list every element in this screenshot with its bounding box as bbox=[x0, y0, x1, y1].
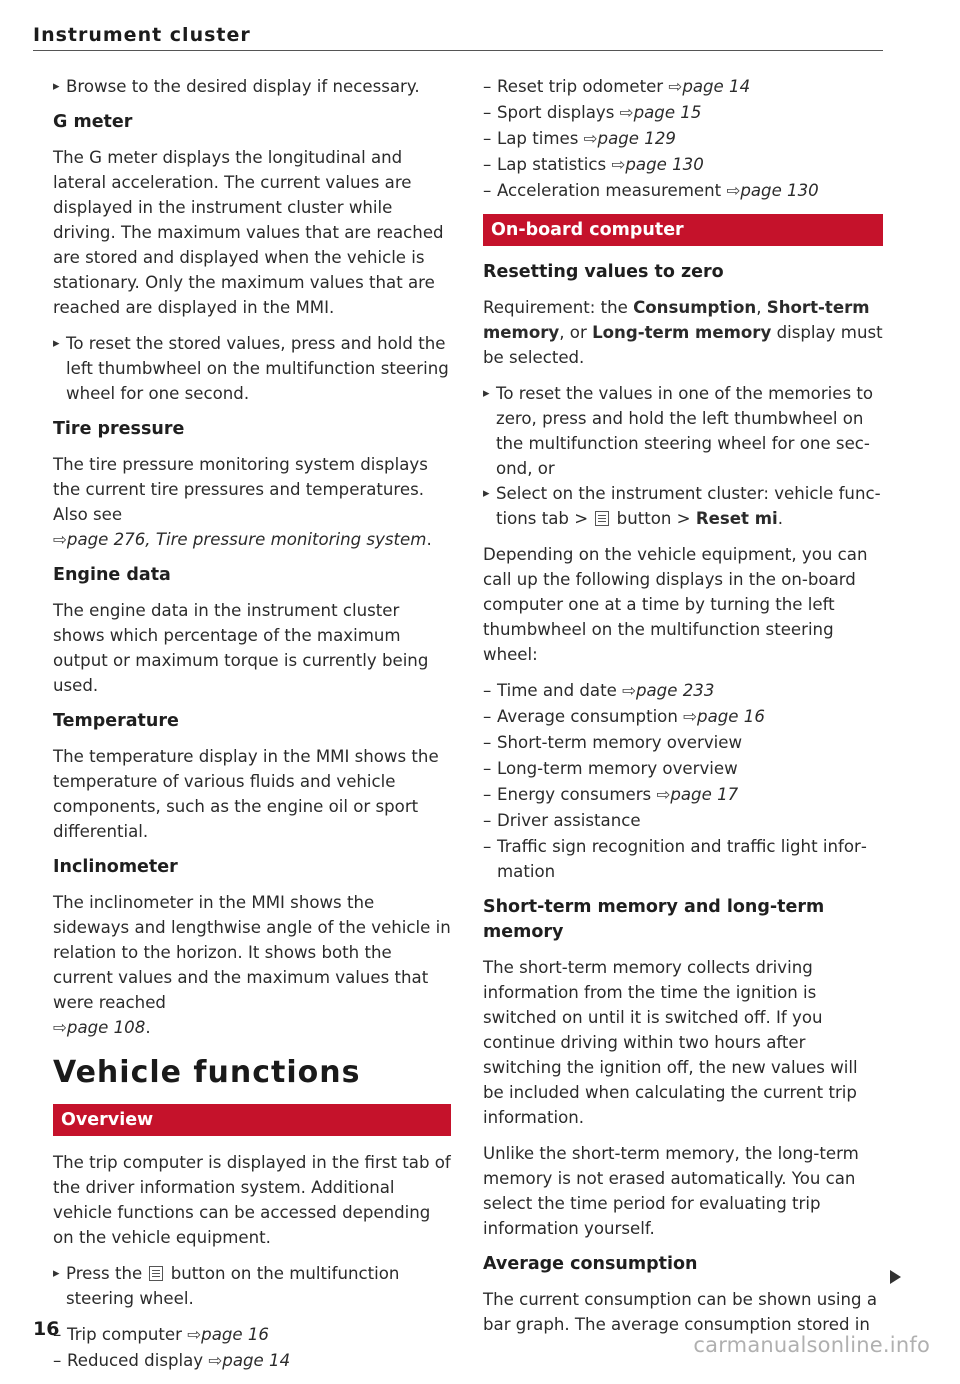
page-link[interactable]: page 16 bbox=[201, 1325, 269, 1344]
browse-step-text: Browse to the desired display if necessary. bbox=[66, 77, 420, 96]
page-link[interactable]: page 16 bbox=[697, 707, 765, 726]
page-link[interactable]: page 129 bbox=[597, 129, 676, 148]
menu-button-icon bbox=[149, 1266, 163, 1281]
list-item-label: Reduced display bbox=[67, 1351, 204, 1370]
browse-step bbox=[53, 74, 451, 99]
list-item bbox=[483, 808, 883, 833]
list-item-label: Average consumption bbox=[497, 707, 678, 726]
page-ref-arrow-icon: ⇨ bbox=[683, 707, 698, 726]
vehicle-functions-list bbox=[53, 1322, 451, 1373]
page-link[interactable]: page 15 bbox=[633, 103, 702, 122]
continue-arrow-icon bbox=[890, 1270, 901, 1284]
list-item bbox=[483, 782, 883, 807]
req-sep2: , or bbox=[559, 323, 587, 342]
page-link[interactable]: page 233 bbox=[635, 681, 715, 700]
page-ref-arrow-icon: ⇨ bbox=[208, 1351, 223, 1370]
inclinometer-heading: Inclinometer bbox=[53, 857, 178, 877]
page-ref-arrow-icon: ⇨ bbox=[668, 77, 683, 96]
list-item bbox=[483, 678, 883, 703]
reset-step-2 bbox=[483, 481, 883, 531]
resetting-heading: Resetting values to zero bbox=[483, 262, 724, 282]
overview-text: The trip computer is displayed in the first tab of the driver information system. Additional vehicle functions can be accessed depending on the vehicle equipment. bbox=[53, 1153, 451, 1247]
page-ref-arrow-icon: ⇨ bbox=[583, 129, 598, 148]
gmeter-heading: G meter bbox=[53, 112, 133, 132]
tire-heading: Tire pressure bbox=[53, 419, 185, 439]
menu-button-icon bbox=[595, 511, 609, 526]
page-ref-arrow-icon: ⇨ bbox=[656, 785, 671, 804]
top-functions-list bbox=[483, 74, 883, 203]
list-item-label: Energy consumers bbox=[497, 785, 652, 804]
page-ref-arrow-icon: ⇨ bbox=[187, 1325, 202, 1344]
inclinometer-page-link[interactable]: page 108 bbox=[66, 1018, 146, 1037]
engine-text: The engine data in the instrument cluster shows which percentage of the maximum output or maximum torque is currently being used. bbox=[53, 601, 429, 695]
reset-mi-label: Reset mi bbox=[695, 509, 778, 528]
left-column bbox=[53, 74, 451, 1384]
list-item-label: Driver assistance bbox=[497, 811, 641, 830]
list-item-label: Trip computer bbox=[67, 1325, 182, 1344]
onboard-computer-bar: On-board computer bbox=[483, 214, 883, 246]
list-item-label: Traffic sign recognition and traffic light information bbox=[497, 837, 867, 881]
page-link[interactable]: page 130 bbox=[740, 181, 819, 200]
section-title: Instrument cluster bbox=[33, 24, 251, 46]
inclinometer-text bbox=[53, 890, 451, 1040]
list-item bbox=[483, 74, 883, 99]
gmeter-text: The G meter displays the longitudinal and lateral acceleration. The current values are displayed in the instrument cluster while driving. The maximum values that are reached are stored and displayed when the vehicle is stationary. Only the maximum values that are reached are displayed in the MMI. bbox=[53, 148, 444, 317]
reset-step-1 bbox=[483, 381, 883, 481]
list-item bbox=[53, 1322, 451, 1347]
page-ref-arrow-icon: ⇨ bbox=[611, 155, 626, 174]
tire-text bbox=[53, 452, 451, 552]
engine-heading: Engine data bbox=[53, 565, 171, 585]
gmeter-step bbox=[53, 331, 451, 406]
req-prefix: Requirement: the bbox=[483, 298, 628, 317]
press-step-after: button on the multifunction steering wheel. bbox=[66, 1264, 400, 1308]
reset-step-2-before: Select on the instrument cluster: vehicle functions tab > bbox=[496, 484, 881, 528]
list-item-label: Sport displays bbox=[497, 103, 615, 122]
tire-page-link[interactable]: page 276, Tire pressure monitoring system bbox=[66, 530, 427, 549]
list-item-label: Reset trip odometer bbox=[497, 77, 664, 96]
press-button-step bbox=[53, 1261, 451, 1311]
req-long-term: Long-term memory bbox=[592, 323, 772, 342]
req-short-term: Short-term memory bbox=[483, 298, 870, 342]
press-step-before: Press the bbox=[66, 1264, 143, 1283]
watermark: carmanualsonline.info bbox=[693, 1333, 930, 1357]
temperature-heading: Temperature bbox=[53, 711, 179, 731]
page-number: 16 bbox=[33, 1318, 60, 1340]
displays-intro: Depending on the vehicle equipment, you can call up the following displays in the on-board computer one at a time by turning the left thumbwheel on the multifunction steering wheel: bbox=[483, 545, 868, 664]
memory-heading: Short-term memory and long-term memory bbox=[483, 897, 825, 942]
reset-step-1-text: To reset the values in one of the memories to zero, press and hold the left thumbwheel on the multifunction steering wheel for one second, or bbox=[496, 384, 874, 478]
list-item bbox=[483, 834, 883, 884]
page-ref-arrow-icon: ⇨ bbox=[53, 530, 67, 549]
reset-step-2-mid: button > bbox=[616, 509, 691, 528]
reset-step-2-end: . bbox=[777, 509, 783, 528]
memory-text-1: The short-term memory collects driving information from the time the ignition is switched on until it is switched off. If you continue driving within two hours after switching the ignition off, the new values will be included when calculating the current trip information. bbox=[483, 958, 858, 1127]
list-item-label: Short-term memory overview bbox=[497, 733, 743, 752]
list-item bbox=[483, 756, 883, 781]
list-item bbox=[483, 178, 883, 203]
req-consumption: Consumption bbox=[633, 298, 757, 317]
page-link[interactable]: page 14 bbox=[222, 1351, 291, 1370]
list-item-label: Long-term memory overview bbox=[497, 759, 738, 778]
list-item-label: Lap times bbox=[497, 129, 579, 148]
list-item-label: Time and date bbox=[497, 681, 617, 700]
page-ref-arrow-icon: ⇨ bbox=[53, 1018, 67, 1037]
vehicle-functions-title: Vehicle functions bbox=[53, 1055, 361, 1090]
overview-section-bar: Overview bbox=[53, 1104, 451, 1136]
inclinometer-ref-end: . bbox=[145, 1018, 151, 1037]
list-item-label: Acceleration measurement bbox=[497, 181, 722, 200]
tire-ref-end: . bbox=[426, 530, 432, 549]
page-ref-arrow-icon: ⇨ bbox=[622, 681, 636, 700]
page-link[interactable]: page 17 bbox=[670, 785, 739, 804]
page-ref-arrow-icon: ⇨ bbox=[619, 103, 634, 122]
page-ref-arrow-icon: ⇨ bbox=[726, 181, 741, 200]
req-sep1: , bbox=[756, 298, 762, 317]
displays-list bbox=[483, 678, 883, 884]
inclinometer-body: The inclinometer in the MMI shows the sideways and lengthwise angle of the vehicle in relation to the horizon. It shows both the current values and the maximum values that were reached bbox=[53, 893, 451, 1012]
right-column bbox=[483, 74, 883, 1348]
page-link[interactable]: page 14 bbox=[682, 77, 751, 96]
memory-text-2: Unlike the short-term memory, the long-term memory is not erased automatically. You can select the time period for evaluating trip information yourself. bbox=[483, 1144, 859, 1238]
list-item bbox=[53, 1348, 451, 1373]
requirement-text bbox=[483, 295, 883, 370]
tire-body: The tire pressure monitoring system displays the current tire pressures and temperatures. Also see bbox=[53, 455, 428, 524]
avg-consumption-heading: Average consumption bbox=[483, 1254, 698, 1274]
temperature-text: The temperature display in the MMI shows the temperature of various fluids and vehicle components, such as the engine oil or sport differential. bbox=[53, 747, 439, 841]
page-link[interactable]: page 130 bbox=[625, 155, 704, 174]
list-item bbox=[483, 152, 883, 177]
req-suffix: display must be selected. bbox=[483, 323, 883, 367]
list-item bbox=[483, 704, 883, 729]
avg-consumption-text: The current consumption can be shown using a bar graph. The average consumption stored in bbox=[483, 1290, 878, 1334]
list-item-label: Lap statistics bbox=[497, 155, 607, 174]
list-item bbox=[483, 126, 883, 151]
list-item bbox=[483, 100, 883, 125]
header-divider bbox=[33, 50, 883, 51]
list-item bbox=[483, 730, 883, 755]
gmeter-step-text: To reset the stored values, press and hold the left thumbwheel on the multifunction steering wheel for one second. bbox=[66, 334, 449, 403]
